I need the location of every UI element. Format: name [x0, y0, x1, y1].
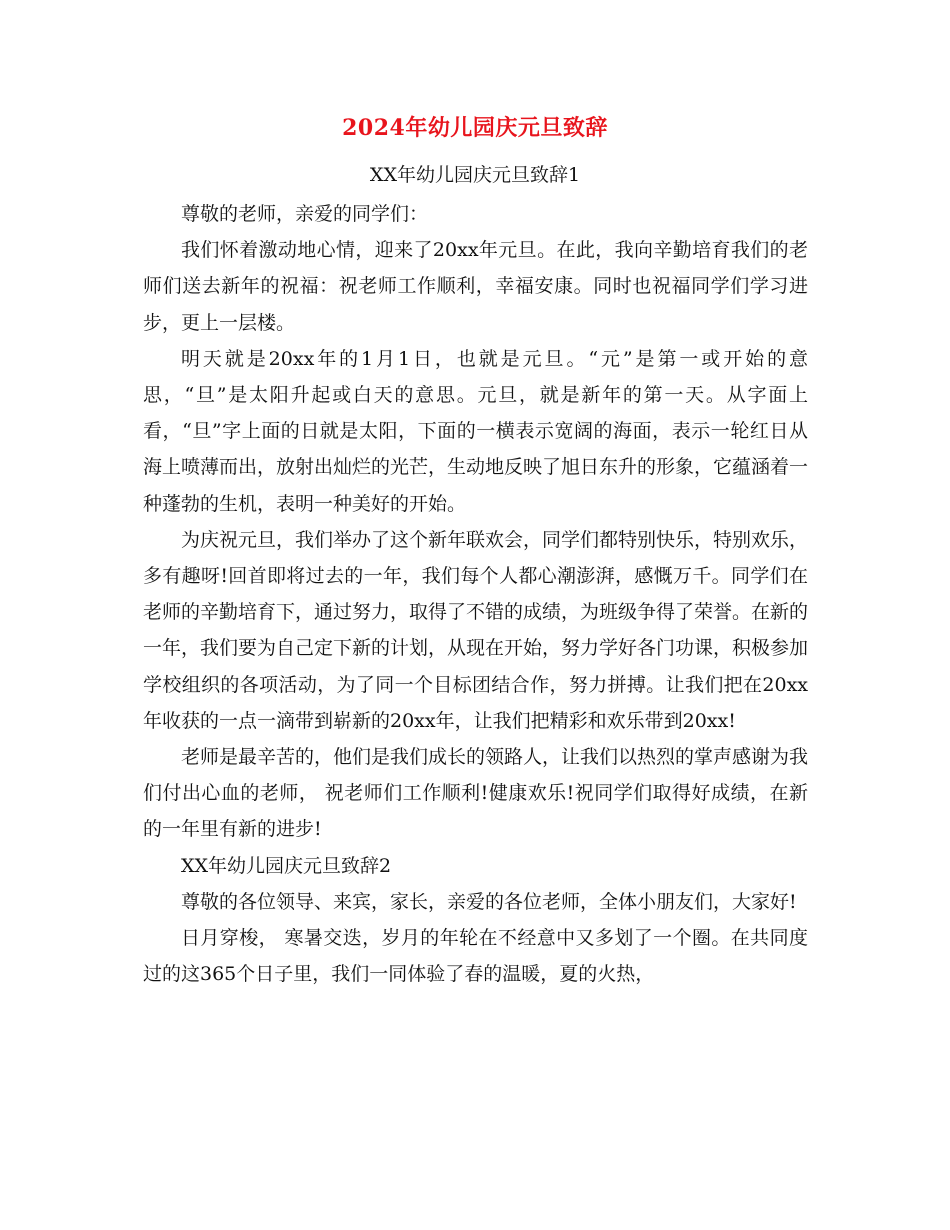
- document-body: [143, 196, 808, 992]
- speech-2-heading: XX年幼儿园庆元旦致辞2: [181, 854, 392, 877]
- speech-1-paragraph: 老师是最辛苦的，他们是我们成长的领路人，让我们以热烈的掌声感谢为我们付出心血的老师， 祝老师们工作顺利!健康欢乐!祝同学们取得好成绩，在新的一年里有新的进步!: [143, 746, 809, 841]
- speech-2-paragraph: 日月穿梭， 寒暑交迭，岁月的年轮在不经意中又多划了一个圈。在共同度过的这365个日子里，我们一同体验了春的温暖，夏的火热，: [143, 927, 808, 986]
- speech-1-paragraph: 我们怀着激动地心情，迎来了20xx年元旦。在此，我向辛勤培育我们的老师们送去新年的祝福：祝老师工作顺利，幸福安康。同时也祝福同学们学习进步，更上一层楼。: [143, 239, 808, 334]
- speech-1-salutation: 尊敬的老师，亲爱的同学们：: [181, 203, 429, 225]
- speech-1-paragraph: 明天就是20xx年的1月1日，也就是元旦。“元”是第一或开始的意思，“旦”是太阳升起或白天的意思。元旦，就是新年的第一天。从字面上看，“旦”字上面的日就是太阳，下面的一横表示宽阔的海面，表示一轮红日从海上喷薄而出，放射出灿烂的光芒，生动地反映了旭日东升的形象，它蕴涵着一种蓬勃的生机，表明一种美好的开始。: [143, 347, 809, 515]
- document-title: 2024年幼儿园庆元旦致辞: [342, 115, 608, 141]
- speech-1-heading: XX年幼儿园庆元旦致辞1: [369, 164, 581, 186]
- speech-2-salutation: 尊敬的各位领导、来宾，家长，亲爱的各位老师，全体小朋友们，大家好!: [181, 890, 797, 913]
- speech-1-paragraph: 为庆祝元旦，我们举办了这个新年联欢会，同学们都特别快乐，特别欢乐，多有趣呀!回首即将过去的一年，我们每个人都心潮澎湃，感慨万千。同学们在老师的辛勤培育下，通过努力，取得了不错的成绩，为班级争得了荣誉。在新的一年，我们要为自己定下新的计划，从现在开始，努力学好各门功课，积极参加学校组织的各项活动，为了同一个目标团结合作，努力拼搏。让我们把在20xx年收获的一点一滴带到崭新的20xx年，让我们把精彩和欢乐带到20xx!: [143, 528, 809, 732]
